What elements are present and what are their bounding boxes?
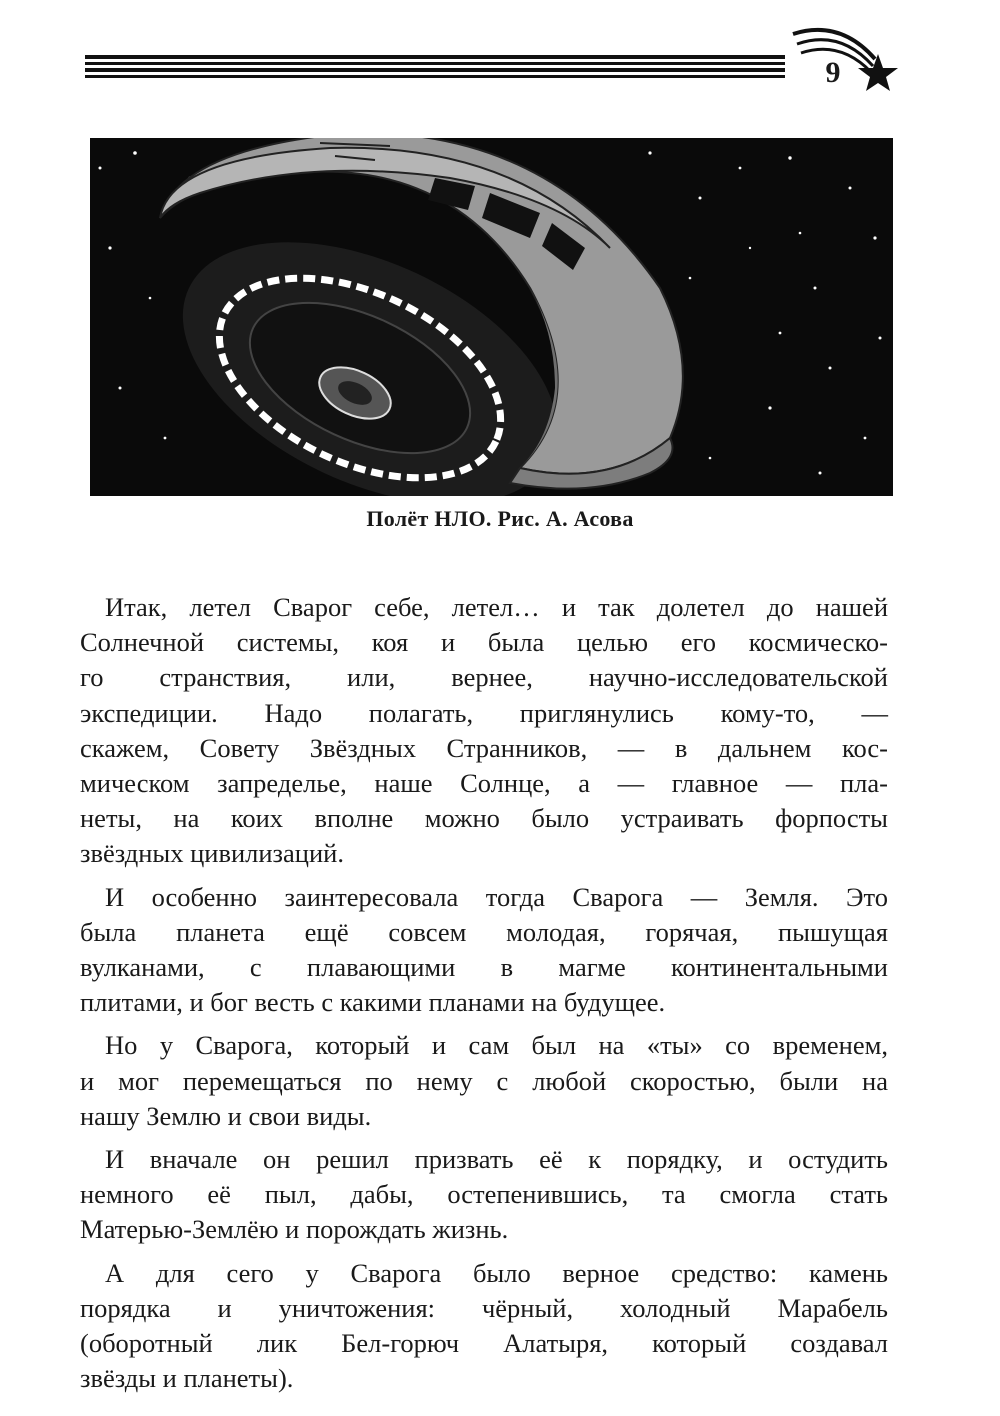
- ufo-flight-illustration: [90, 138, 893, 496]
- star-icon: [108, 246, 111, 249]
- star-icon: [689, 277, 692, 280]
- star-icon: [849, 187, 852, 190]
- star-icon: [164, 437, 167, 440]
- star-icon: [709, 457, 712, 460]
- star-icon: [768, 406, 771, 409]
- star-icon: [699, 197, 702, 200]
- star-icon: [819, 472, 822, 475]
- rule-line: [85, 75, 785, 78]
- star-icon: [749, 247, 751, 249]
- star-icon: [149, 297, 152, 300]
- star-icon: [879, 337, 882, 340]
- star-icon: [814, 287, 817, 290]
- text-line: и мог перемещаться по нему с любой скоростью, были на: [80, 1065, 888, 1096]
- star-icon: [119, 387, 122, 390]
- star-icon: [648, 151, 651, 154]
- rule-line: [85, 55, 785, 59]
- star-icon: [864, 437, 867, 440]
- text-line: нашу Землю и свои виды.: [80, 1100, 372, 1131]
- text-line: А для сего у Сварога было верное средство: камень: [105, 1257, 888, 1288]
- text-line: немного её пыл, дабы, остепенившись, та смогла стать: [80, 1179, 888, 1210]
- star-icon: [788, 156, 791, 159]
- paragraph: [80, 880, 888, 1021]
- text-line: звёзды и планеты).: [80, 1363, 294, 1394]
- text-line: вулканами, с плавающими в магме континентальными: [80, 952, 888, 983]
- rule-line: [85, 68, 785, 72]
- text-line: И особенно заинтересовала тогда Сварога — Земля. Это: [105, 881, 888, 912]
- star-icon: [829, 367, 832, 370]
- paragraph: [80, 590, 888, 872]
- text-line: плитами, и бог весть с какими планами на будущее.: [80, 987, 666, 1018]
- text-line: (оборотный лик Бел-горюч Алатыря, который создавал: [80, 1328, 888, 1359]
- paragraph: [80, 1256, 888, 1397]
- star-icon: [739, 167, 742, 170]
- text-line: была планета ещё совсем молодая, горячая, пышущая: [80, 916, 888, 947]
- text-line: И вначале он решил призвать её к порядку, и остудить: [105, 1144, 888, 1175]
- figure-caption: Полёт НЛО. Рис. А. Асова: [366, 506, 634, 531]
- star-icon: [99, 167, 102, 170]
- text-line: го странствия, или, вернее, научно-исследовательской: [80, 662, 888, 693]
- header-rules: [85, 55, 785, 79]
- text-line: Но у Сварога, который и сам был на «ты» со временем,: [105, 1030, 888, 1061]
- text-line: звёздных цивилизаций.: [80, 838, 344, 869]
- text-line: Итак, летел Сварог себе, летел… и так долетел до нашей: [105, 592, 888, 622]
- star-icon: [133, 151, 137, 155]
- paragraph: [80, 1142, 888, 1248]
- rule-line: [85, 62, 785, 65]
- star-icon: [873, 236, 876, 239]
- paragraph: [80, 1028, 888, 1134]
- page-number: 9: [825, 56, 841, 89]
- star-icon: [779, 332, 782, 335]
- text-line: Солнечной системы, коя и была целью его космическо-: [80, 627, 888, 658]
- article-body: [80, 590, 888, 1404]
- text-line: неты, на коих вполне можно было устраивать форпосты: [80, 803, 888, 834]
- text-line: скажем, Совету Звёздных Странников, — в дальнем кос-: [80, 732, 888, 763]
- text-line: Матерью-Землёю и порождать жизнь.: [80, 1214, 509, 1245]
- star-icon: [799, 232, 802, 235]
- text-line: порядка и уничтожения: чёрный, холодный Марабель: [80, 1292, 888, 1323]
- text-line: мическом запределье, наше Солнце, а — главное — пла-: [80, 768, 888, 799]
- text-line: экспедиции. Надо полагать, приглянулись кому-то, —: [80, 697, 888, 728]
